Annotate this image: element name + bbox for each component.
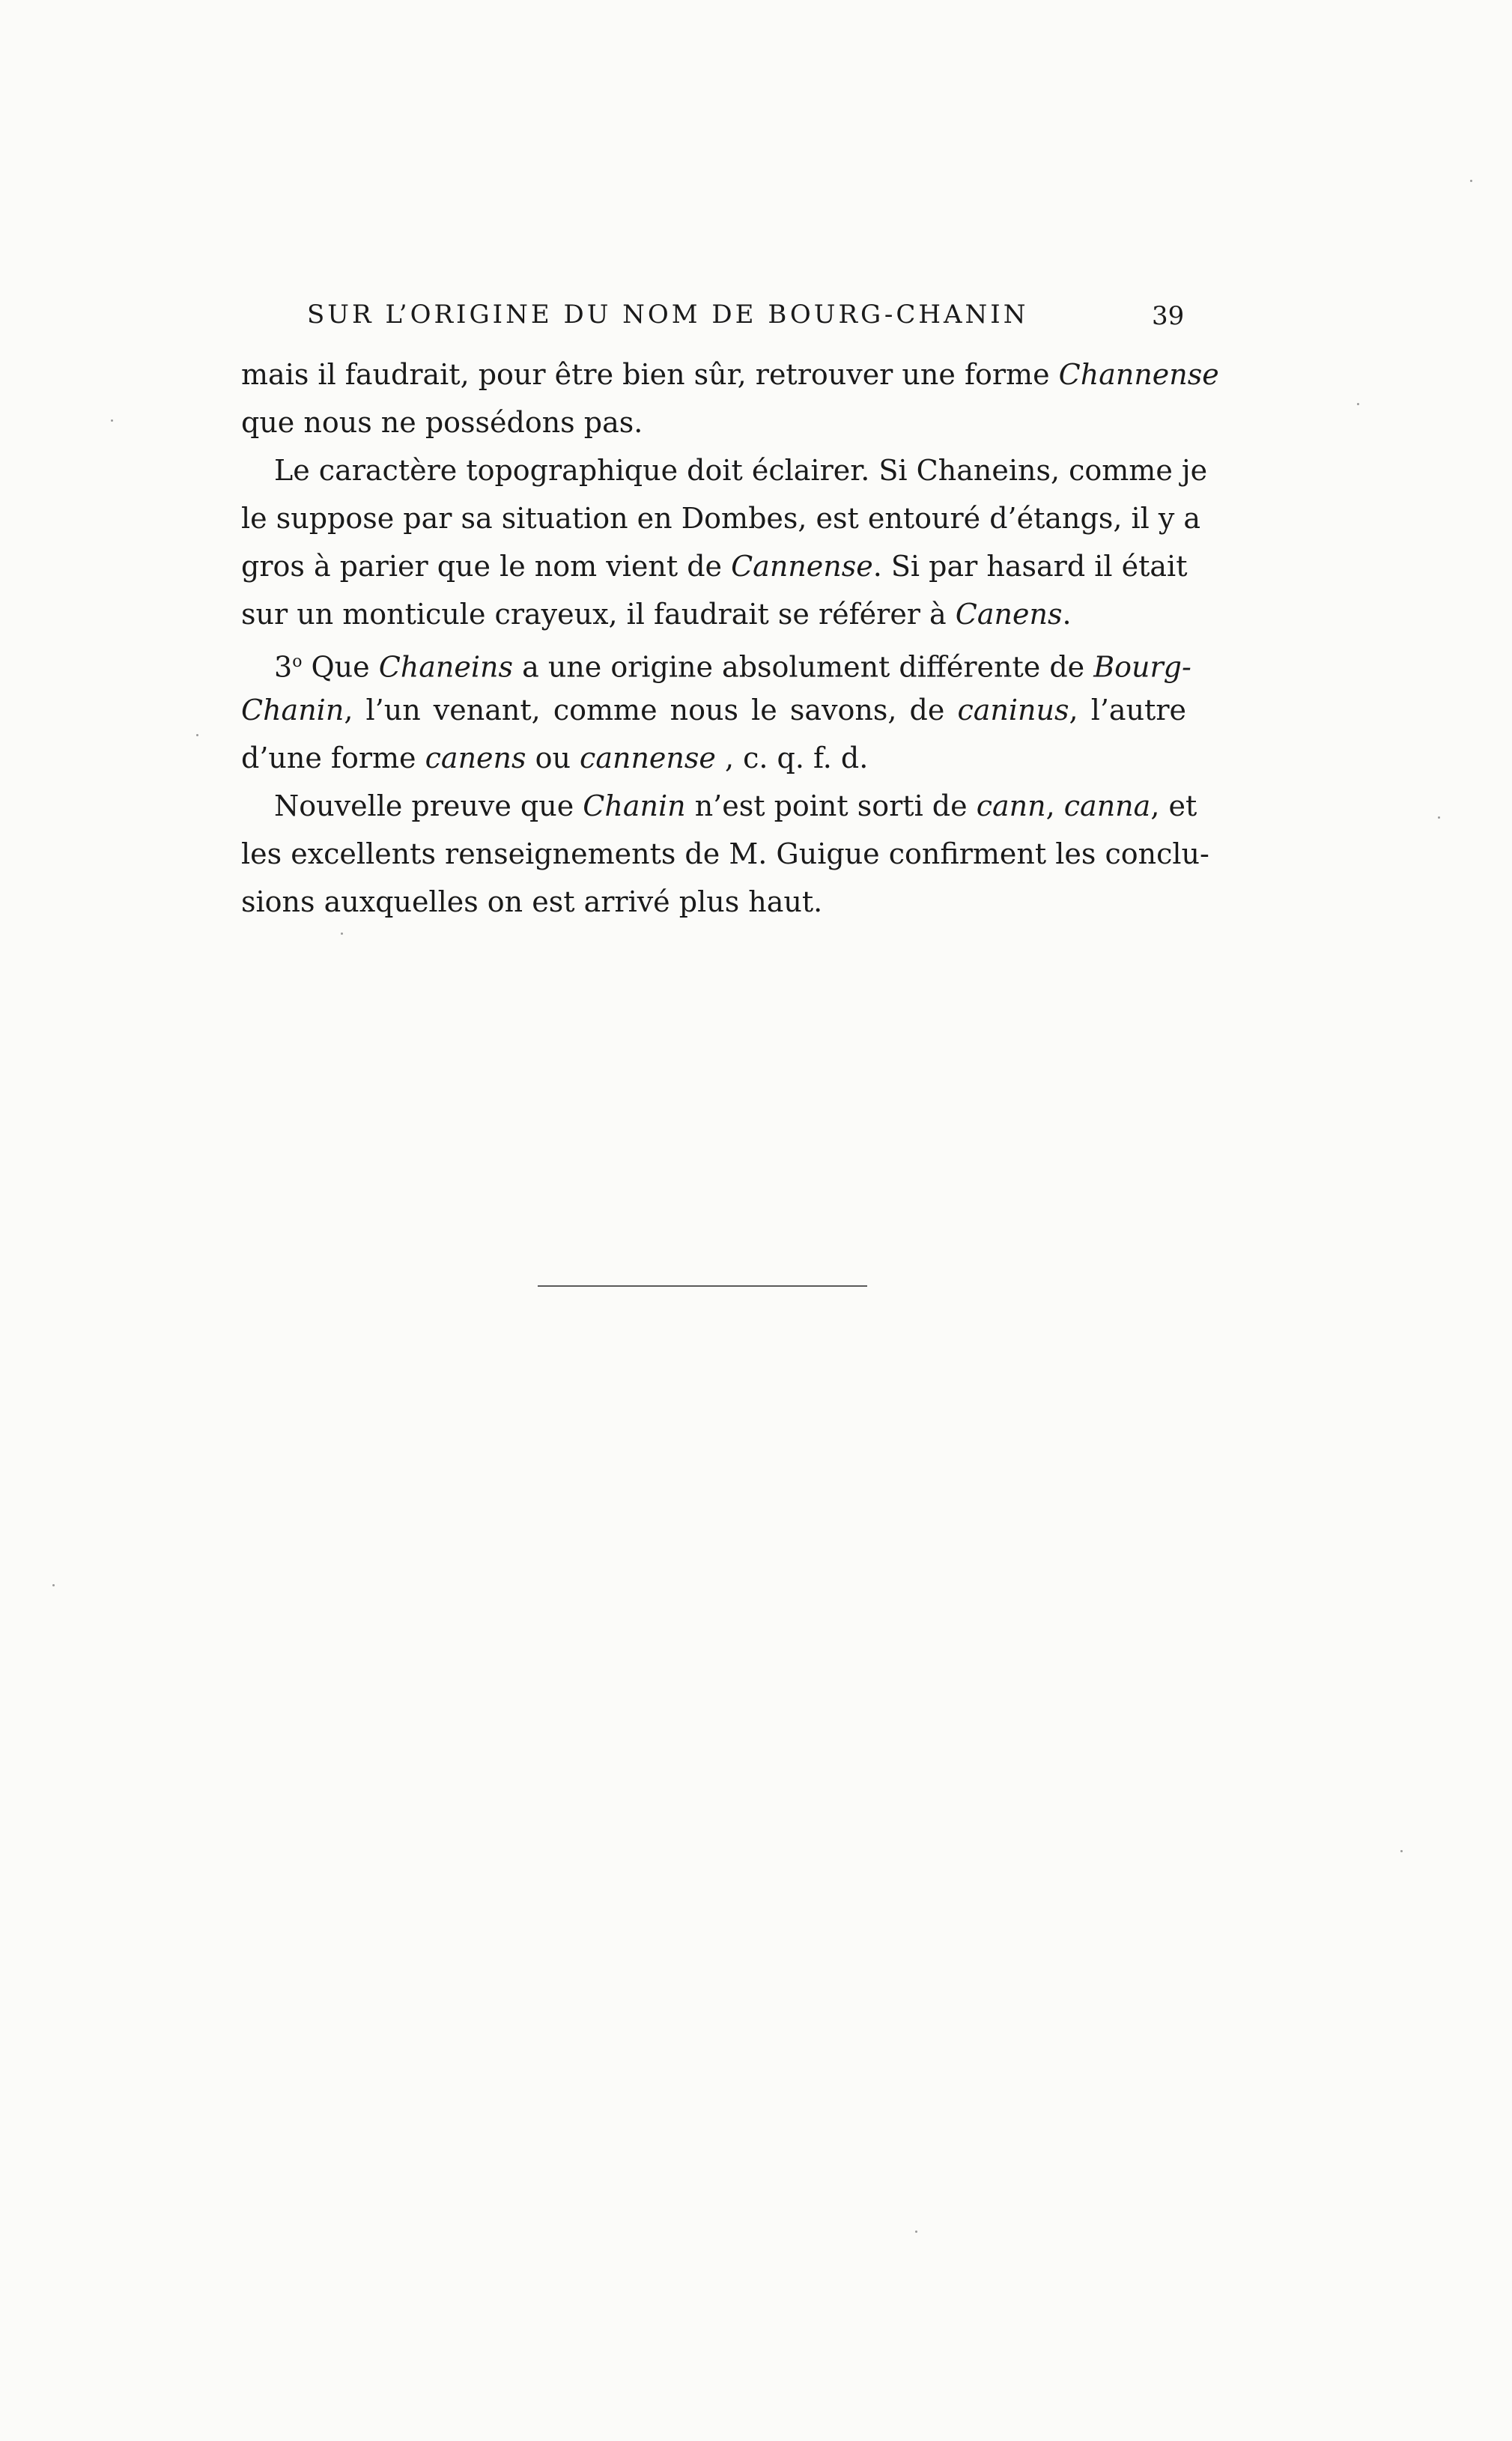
text-line: sur un monticule crayeux, il faudrait se référer à Canens. bbox=[241, 598, 1072, 631]
paper-speck bbox=[915, 2231, 917, 2233]
text-line: d’une forme canens ou cannense , c. q. f. d. bbox=[241, 742, 869, 774]
paper-speck bbox=[1470, 180, 1472, 182]
text-line: que nous ne possédons pas. bbox=[241, 406, 643, 439]
paper-speck bbox=[341, 933, 343, 935]
italic-term: canens bbox=[425, 742, 526, 774]
closing-rule bbox=[538, 1285, 867, 1287]
italic-term: Cannense bbox=[731, 550, 873, 583]
paragraph-start-line: 3$^o$ Que Chaneins a une origine absolument différente de Bourg- bbox=[274, 650, 1191, 684]
paragraph-start-line: Nouvelle preuve que Chanin n’est point sorti de cann, canna, et bbox=[274, 789, 1197, 822]
italic-term: caninus bbox=[957, 694, 1069, 727]
italic-term: Chanin bbox=[583, 789, 686, 822]
body-text bbox=[241, 351, 1219, 926]
paper-speck bbox=[196, 734, 198, 736]
text-line: les excellents renseignements de M. Guigue confirment les conclu- bbox=[241, 837, 1209, 870]
paper-speck bbox=[1357, 403, 1359, 405]
text-line: sions auxquelles on est arrivé plus haut. bbox=[241, 885, 823, 918]
italic-term: cann bbox=[976, 789, 1046, 822]
italic-term: canna bbox=[1063, 789, 1151, 822]
italic-term: Channense bbox=[1058, 358, 1219, 391]
paper-speck bbox=[1438, 816, 1440, 819]
running-title: SUR L’ORIGINE DU NOM DE BOURG-CHANIN bbox=[307, 300, 1029, 330]
italic-term: Canens bbox=[955, 598, 1063, 631]
page-number: 39 bbox=[1152, 301, 1185, 331]
paper-speck bbox=[52, 1584, 55, 1586]
paper-speck bbox=[111, 419, 113, 422]
italic-term: Bourg- bbox=[1093, 650, 1191, 684]
italic-term: cannense bbox=[580, 742, 716, 774]
paragraph-start-line: Le caractère topographique doit éclairer. Si Chaneins, comme je bbox=[274, 454, 1208, 487]
italic-term: Chaneins bbox=[378, 650, 514, 684]
text-line: mais il faudrait, pour être bien sûr, retrouver une forme Channense bbox=[241, 358, 1219, 391]
text-line: gros à parier que le nom vient de Cannense. Si par hasard il était bbox=[241, 550, 1188, 583]
text-line: le suppose par sa situation en Dombes, est entouré d’étangs, il y a bbox=[241, 502, 1201, 535]
paper-speck bbox=[1400, 1850, 1403, 1852]
italic-term: Chanin bbox=[241, 694, 344, 727]
text-line: Chanin, l’un venant, comme nous le savons, de caninus, l’autre bbox=[241, 694, 1186, 727]
ordinal-superscript: o bbox=[292, 652, 303, 671]
